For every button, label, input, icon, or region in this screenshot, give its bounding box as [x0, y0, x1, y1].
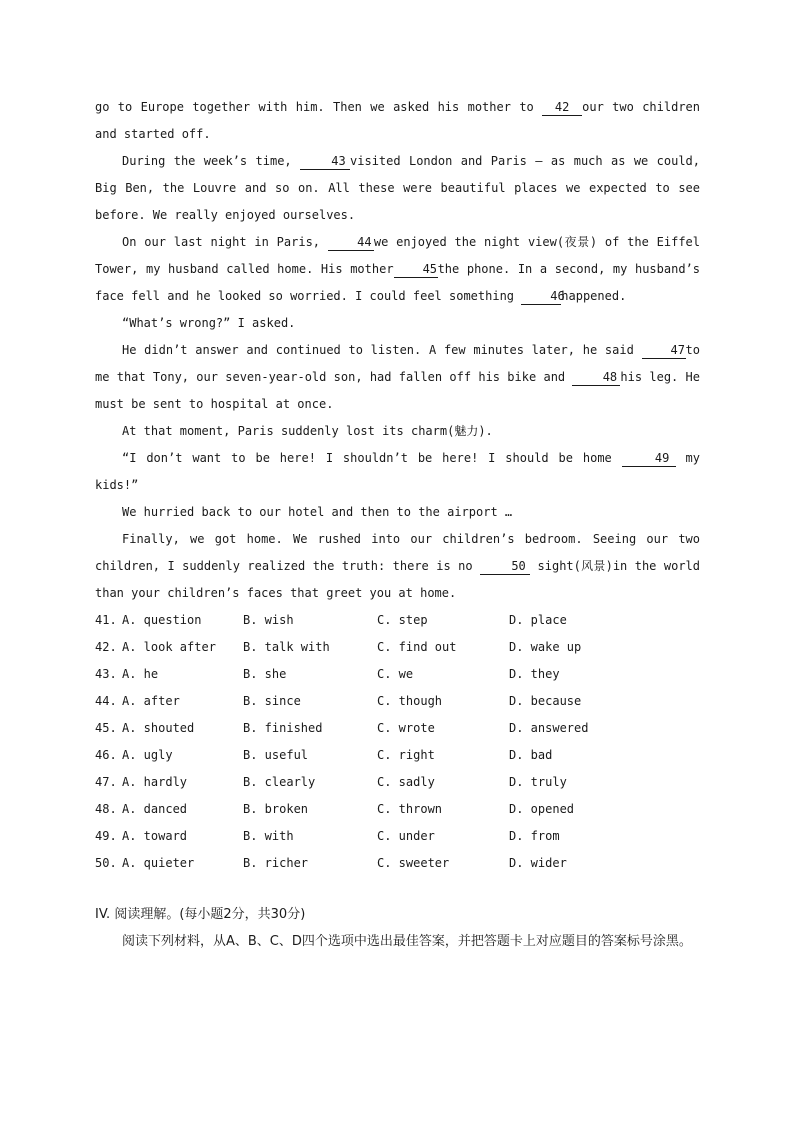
text-run: Finally, we got home. We rushed into our children’s bedroom. Seeing our two children, I suddenly realized the truth: there is no: [95, 532, 700, 573]
blank-45: 45: [394, 261, 438, 278]
option-row: [95, 715, 700, 742]
text-run: During the week’s time,: [122, 154, 301, 168]
options-list: [95, 607, 700, 877]
option-c: C. wrote: [377, 721, 435, 735]
option-b: B. finished: [243, 721, 323, 735]
option-a: A. shouted: [122, 721, 195, 735]
text-run: his leg. He must be sent to hospital at once.: [95, 370, 700, 411]
passage-paragraph-5: [95, 337, 700, 418]
option-a: A. hardly: [122, 775, 188, 789]
blank-43: 43: [300, 153, 350, 170]
passage-paragraph-4: “What’s wrong?” I asked.: [122, 316, 296, 330]
option-c: C. thrown: [377, 802, 443, 816]
option-c: C. we: [377, 667, 414, 681]
option-b: B. broken: [243, 802, 309, 816]
option-row: [95, 823, 700, 850]
passage-paragraph-2: [95, 148, 700, 229]
option-d: D. because: [509, 694, 582, 708]
option-a: A. toward: [122, 829, 188, 843]
option-d: D. place: [509, 613, 567, 627]
question-number: 47.: [95, 775, 117, 789]
question-number: 45.: [95, 721, 117, 735]
option-b: B. richer: [243, 856, 309, 870]
option-d: D. bad: [509, 748, 553, 762]
option-c: C. right: [377, 748, 435, 762]
question-number: 49.: [95, 829, 117, 843]
question-number: 48.: [95, 802, 117, 816]
option-b: B. useful: [243, 748, 309, 762]
option-b: B. talk with: [243, 640, 330, 654]
option-b: B. clearly: [243, 775, 316, 789]
text-run: our two children and started off.: [95, 100, 700, 141]
question-number: 46.: [95, 748, 117, 762]
passage-paragraph-1: [95, 94, 700, 148]
option-row: [95, 850, 700, 877]
passage-paragraph-8: We hurried back to our hotel and then to the airport …: [122, 505, 513, 519]
option-b: B. with: [243, 829, 294, 843]
passage-paragraph-3: [95, 229, 700, 310]
text-run: the phone. In a second, my husband’s face fell and he looked so worried. I could feel something: [95, 262, 700, 303]
option-c: C. step: [377, 613, 428, 627]
text-run: visited London and Paris – as much as we could, Big Ben, the Louvre and so on. All these were beautiful places we expected to see before. We really enjoyed ourselves.: [95, 154, 701, 222]
option-b: B. she: [243, 667, 287, 681]
option-a: A. look after: [122, 640, 216, 654]
option-b: B. wish: [243, 613, 294, 627]
option-row: [95, 742, 700, 769]
blank-46: 46: [521, 288, 561, 305]
option-c: C. under: [377, 829, 435, 843]
text-run: we enjoyed the night view(夜景) of the Eiffel Tower, my husband called home. His mother: [95, 235, 700, 276]
option-a: A. ugly: [122, 748, 173, 762]
option-d: D. from: [509, 829, 560, 843]
option-a: A. quieter: [122, 856, 195, 870]
question-number: 41.: [95, 613, 117, 627]
text-run: my kids!”: [95, 451, 700, 492]
option-c: C. find out: [377, 640, 457, 654]
section-heading: IV. 阅读理解。(每小题2分，共30分): [95, 907, 306, 922]
question-number: 50.: [95, 856, 117, 870]
option-a: A. danced: [122, 802, 188, 816]
text-run: On our last night in Paris,: [122, 235, 328, 249]
option-d: D. answered: [509, 721, 589, 735]
blank-49: 49: [622, 450, 676, 467]
option-row: [95, 796, 700, 823]
blank-50: 50: [480, 558, 530, 575]
option-b: B. since: [243, 694, 301, 708]
passage-paragraph-7: [95, 445, 700, 499]
option-c: C. sweeter: [377, 856, 450, 870]
blank-47: 47: [642, 342, 686, 359]
option-d: D. wider: [509, 856, 567, 870]
blank-44: 44: [328, 234, 374, 251]
option-row: [95, 688, 700, 715]
option-row: [95, 661, 700, 688]
question-number: 43.: [95, 667, 117, 681]
option-d: D. they: [509, 667, 560, 681]
option-row: [95, 634, 700, 661]
option-d: D. wake up: [509, 640, 582, 654]
option-a: A. he: [122, 667, 159, 681]
question-number: 42.: [95, 640, 117, 654]
option-c: C. sadly: [377, 775, 435, 789]
option-row: [95, 769, 700, 796]
question-number: 44.: [95, 694, 117, 708]
text-run: go to Europe together with him. Then we asked his mother to: [95, 100, 543, 114]
passage-paragraph-6: At that moment, Paris suddenly lost its charm(魅力).: [122, 424, 493, 438]
option-a: A. after: [122, 694, 180, 708]
text-run: He didn’t answer and continued to listen. A few minutes later, he said: [122, 343, 642, 357]
option-d: D. truly: [509, 775, 567, 789]
blank-48: 48: [572, 369, 620, 386]
section-instruction: 阅读下列材料，从A、B、C、D四个选项中选出最佳答案，并把答题卡上对应题目的答案标号涂黑。: [122, 934, 692, 949]
option-d: D. opened: [509, 802, 575, 816]
option-c: C. though: [377, 694, 443, 708]
passage-paragraph-9: [95, 526, 700, 607]
document-page: [95, 94, 700, 955]
text-run: happened.: [561, 289, 627, 303]
option-a: A. question: [122, 613, 202, 627]
blank-42: 42: [542, 99, 582, 116]
text-run: “I don’t want to be here! I shouldn’t be here! I should be home: [122, 451, 622, 465]
option-row: [95, 607, 700, 634]
text-run: to me that Tony, our seven-year-old son, had fallen off his bike and: [95, 343, 700, 384]
text-run: sight(风景)in the world than your children’s faces that greet you at home.: [95, 559, 700, 600]
